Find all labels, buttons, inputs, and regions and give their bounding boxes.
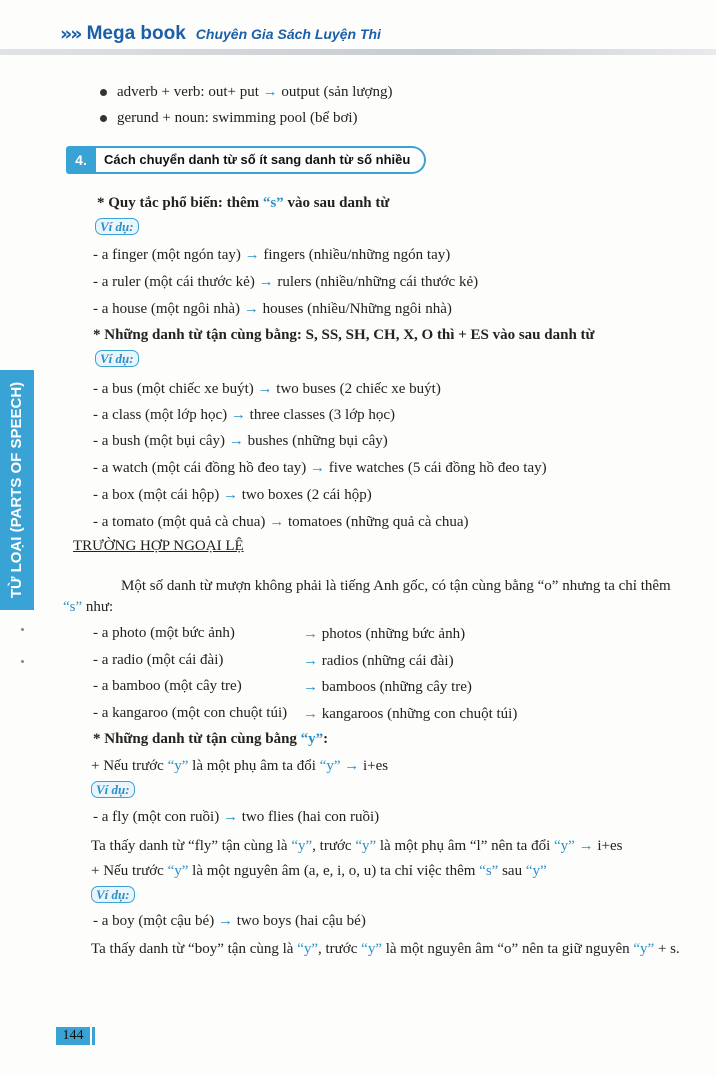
page-number-bar bbox=[92, 1027, 95, 1045]
brand-name: Mega book bbox=[86, 23, 186, 44]
page-header bbox=[60, 22, 381, 46]
explanation-line: Ta thấy danh từ “boy” tận cùng là “y”, trước “y” là một nguyên âm “o” nên ta giữ nguyên “y” + s. bbox=[91, 941, 680, 957]
margin-dot bbox=[21, 660, 24, 663]
section-title: Cách chuyển danh từ số ít sang danh từ số nhiều bbox=[96, 146, 426, 174]
rule-subpoint: + Nếu trước “y” là một phụ âm ta đổi “y” → i+es bbox=[91, 758, 389, 774]
section-number: 4. bbox=[66, 146, 96, 174]
example-label: Ví dụ: bbox=[95, 350, 139, 367]
example-line: - a house (một ngôi nhà) → houses (nhiều/Những ngôi nhà) bbox=[93, 301, 452, 317]
exception-plural: → radios (những cái đài) bbox=[303, 653, 454, 669]
rule-heading: * Quy tắc phổ biến: thêm “s” vào sau danh từ bbox=[97, 195, 390, 211]
example-line: - a bus (một chiếc xe buýt) → two buses (2 chiếc xe buýt) bbox=[93, 381, 441, 397]
explanation-line: Ta thấy danh từ “fly” tận cùng là “y”, trước “y” là một phụ âm “l” nên ta đổi “y” → i+es bbox=[91, 838, 623, 854]
megabook-logo-icon: »» bbox=[60, 23, 81, 45]
page-number: 144 bbox=[56, 1027, 90, 1045]
exception-intro: Một số danh từ mượn không phải là tiếng Anh gốc, có tận cùng bằng “o” nhưng ta chỉ thêm bbox=[121, 578, 671, 594]
chapter-side-label: TỪ LOẠI (PARTS OF SPEECH) bbox=[8, 381, 25, 599]
example-line: - a box (một cái hộp) → two boxes (2 cái hộp) bbox=[93, 487, 372, 503]
example-line: - a bush (một bụi cây) → bushes (những bụi cây) bbox=[93, 433, 388, 449]
exception-plural: → bamboos (những cây tre) bbox=[303, 679, 472, 695]
rule-subpoint: + Nếu trước “y” là một nguyên âm (a, e, i, o, u) ta chỉ việc thêm “s” sau “y” bbox=[91, 863, 547, 879]
example-line: - a fly (một con ruồi) → two flies (hai con ruồi) bbox=[93, 809, 380, 825]
exception-plural: → kangaroos (những con chuột túi) bbox=[303, 706, 518, 722]
exception-heading: TRƯỜNG HỢP NGOẠI LỆ bbox=[73, 538, 244, 554]
header-divider bbox=[0, 49, 716, 55]
bullet-item: adverb + verb: out+ put → output (sản lượng) bbox=[117, 84, 393, 100]
example-line: - a ruler (một cái thước kẻ) → rulers (nhiều/những cái thước kẻ) bbox=[93, 274, 479, 290]
exception-singular: - a kangaroo (một con chuột túi) bbox=[93, 705, 288, 721]
example-label: Ví dụ: bbox=[95, 218, 139, 235]
exception-singular: - a photo (một bức ảnh) bbox=[93, 625, 235, 641]
example-label: Ví dụ: bbox=[91, 781, 135, 798]
bullet-item: gerund + noun: swimming pool (bể bơi) bbox=[117, 110, 358, 126]
example-line: - a watch (một cái đồng hồ đeo tay) → five watches (5 cái đồng hồ đeo tay) bbox=[93, 460, 547, 476]
brand-tagline: Chuyên Gia Sách Luyện Thi bbox=[195, 26, 381, 42]
margin-dot bbox=[21, 628, 24, 631]
exception-singular: - a bamboo (một cây tre) bbox=[93, 678, 242, 694]
exception-intro: “s” như: bbox=[63, 599, 114, 615]
example-line: - a boy (một cậu bé) → two boys (hai cậu bé) bbox=[93, 913, 366, 929]
exception-plural: → photos (những bức ảnh) bbox=[303, 626, 466, 642]
exception-singular: - a radio (một cái đài) bbox=[93, 652, 224, 668]
example-line: - a class (một lớp học) → three classes (3 lớp học) bbox=[93, 407, 396, 423]
rule-heading: * Những danh từ tận cùng bằng: S, SS, SH, CH, X, O thì + ES vào sau danh từ bbox=[93, 327, 595, 343]
rule-heading: * Những danh từ tận cùng bằng “y”: bbox=[93, 731, 329, 747]
example-line: - a tomato (một quả cà chua) → tomatoes (những quả cà chua) bbox=[93, 514, 469, 530]
section-heading bbox=[66, 146, 426, 174]
example-label: Ví dụ: bbox=[91, 886, 135, 903]
example-line: - a finger (một ngón tay) → fingers (nhiều/những ngón tay) bbox=[93, 247, 451, 263]
